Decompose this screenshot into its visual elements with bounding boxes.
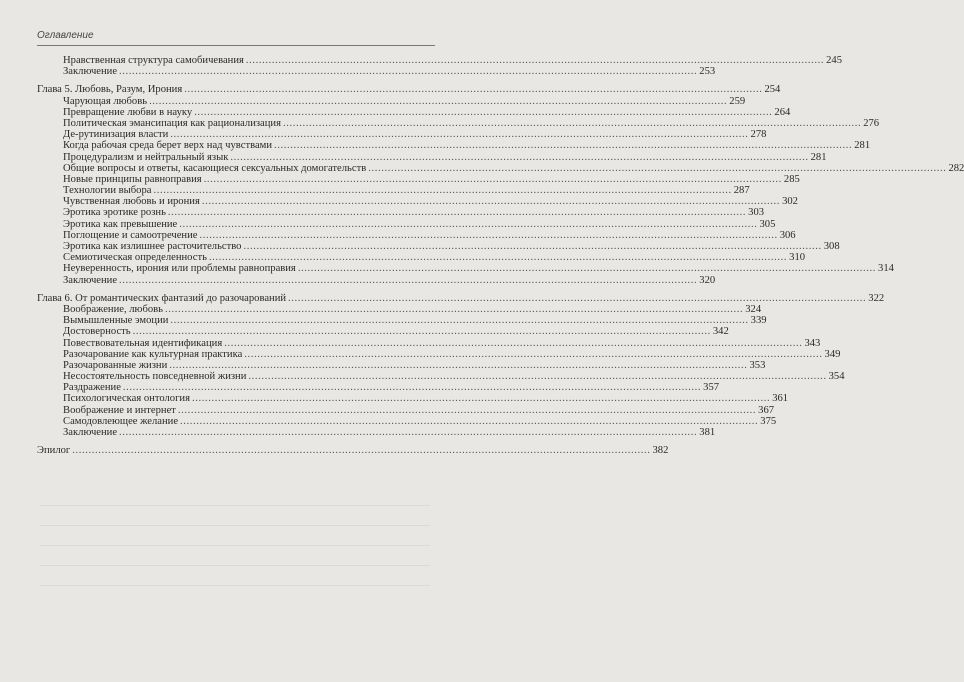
toc-dot-leader [153,185,731,196]
toc-section-entry [37,129,767,141]
toc-entry-title: Чарующая любовь [63,95,148,107]
toc-entry-title: Глава 5. Любовь, Разум, Ирония [37,84,183,96]
toc-page-number: 381 [699,427,716,438]
toc-section-entry [37,151,827,163]
toc-page-number: 349 [824,348,841,360]
toc-entry-title: Вымышленные эмоции [63,315,169,327]
toc-section-entry [37,252,806,264]
toc-dot-leader [192,393,770,404]
toc-page-number: 339 [750,315,767,327]
toc-page-number: 310 [789,252,806,264]
toc-entry-title: Воображение, любовь [63,303,163,315]
toc-page-number: 367 [758,404,775,416]
toc-section-entry [37,382,720,394]
toc-entry-title: Поглощение и самоотречение [63,229,198,241]
toc-entry-title: Семиотическая определенность [63,252,207,264]
toc-entry-title: Эротика как излишнее расточительство [63,241,242,252]
toc-section-entry [37,229,796,241]
toc-entry-title: Глава 6. От романтических фантазий до разочарований [37,292,287,304]
toc-page-number: 306 [779,229,796,241]
toc-entry-title: Общие вопросы и ответы, касающиеся сексуальных домогательств [63,162,367,174]
toc-dot-leader [199,230,777,241]
toc-dot-leader [230,152,808,163]
toc-page-number: 287 [733,185,750,197]
toc-entry-title: Технологии выбора [63,185,152,197]
toc-entry-title: Разочарованные жизни [63,359,168,371]
toc-dot-leader [178,405,756,416]
toc-section-entry [37,241,840,252]
toc-dot-leader [368,163,946,174]
toc-entry-title: Воображение и интернет [63,404,176,416]
toc-entry-title: Когда рабочая среда берет верх над чувствами [63,140,273,152]
toc-section-entry [37,393,789,405]
toc-dot-leader [224,338,802,349]
toc-section-entry [37,140,871,152]
show-through-line [40,525,430,526]
show-through-line [40,545,430,546]
toc-entry-title: Психологическая онтология [63,393,190,405]
toc-entry-title: Нравственная структура самобичевания [63,55,244,66]
toc-dot-leader [123,382,701,393]
toc-page-number: 302 [782,196,798,208]
toc-dot-leader [246,55,824,66]
toc-dot-leader [180,416,758,427]
toc-page-number: 382 [652,445,669,457]
toc-entry-title: Заключение [63,427,118,438]
toc-dot-leader [202,196,780,207]
toc-section-entry [37,207,765,219]
toc-section-entry [37,173,800,185]
toc-section-entry [37,106,791,118]
toc-page-number: 343 [804,337,821,349]
toc-dot-leader [165,304,743,315]
toc-section-entry [37,371,845,383]
toc-entry-title: Достоверность [63,326,131,338]
toc-entry-title: Де-рутинизация власти [63,129,169,141]
toc-entry-title: Политическая эмансипация как рационализация [63,117,281,129]
toc-entry-title: Заключение [63,274,118,286]
toc-dot-leader [179,219,757,230]
toc-page-number: 314 [878,263,894,275]
toc-entry-title: Эпилог [37,445,71,457]
toc-entry-title: Раздражение [63,382,121,394]
toc-page-number: 322 [868,292,885,304]
toc-dot-leader [204,174,782,185]
toc-chapter-entry [37,292,885,304]
toc-section-entry [37,337,821,349]
toc-dot-leader [170,129,748,140]
toc-page-number: 245 [826,55,843,66]
running-header: Оглавление [37,30,94,41]
toc-page-number: 353 [749,359,766,371]
toc-entry-title: Процедурализм и нейтральный язык [63,151,229,163]
toc-dot-leader [133,326,711,337]
toc-section-entry [37,95,746,107]
toc-section-entry [37,359,766,371]
toc-page-number: 254 [764,84,781,96]
toc-section-entry [37,404,775,416]
toc-page-number: 320 [699,274,716,286]
toc-dot-leader [119,66,697,77]
toc-page-number: 264 [774,106,791,118]
toc-chapter-entry [37,445,669,457]
toc-dot-leader [72,445,650,456]
toc-page-number: 276 [863,117,880,129]
toc-page-number: 281 [810,151,827,163]
table-of-contents [37,55,964,457]
toc-dot-leader [288,293,866,304]
toc-page-number: 375 [760,415,777,427]
toc-entry-title: Превращение любви в науку [63,106,193,118]
toc-section-entry [37,326,729,338]
toc-dot-leader [274,140,852,151]
toc-section-entry [37,196,798,208]
toc-page-number: 303 [748,207,765,219]
toc-section-entry [37,415,777,427]
toc-page-number: 281 [854,140,871,152]
toc-section-entry [37,117,880,129]
toc-entry-title: Несостоятельность повседневной жизни [63,371,247,383]
toc-section-entry [37,303,762,315]
toc-page-number: 253 [699,66,716,78]
toc-dot-leader [168,207,746,218]
show-through-line [40,585,430,586]
toc-dot-leader [298,263,876,274]
toc-dot-leader [243,241,821,252]
toc-section-entry [37,185,750,197]
toc-section-entry [37,263,894,275]
toc-page-number: 361 [772,393,789,405]
toc-page-number: 305 [759,218,776,230]
toc-dot-leader [194,107,772,118]
toc-entry-title: Разочарование как культурная практика [63,348,243,360]
toc-section-entry [37,218,776,230]
toc-dot-leader [283,118,861,129]
toc-entry-title: Чувственная любовь и ирония [63,196,200,208]
toc-page-number: 324 [745,303,762,315]
toc-section-entry [37,55,843,66]
toc-page-number: 342 [712,326,729,338]
toc-dot-leader [244,349,822,360]
toc-dot-leader [170,315,748,326]
toc-page-number: 308 [823,241,840,252]
toc-page-number: 259 [729,95,746,107]
toc-section-entry [37,274,716,286]
toc-dot-leader [119,275,697,286]
toc-dot-leader [149,96,727,107]
toc-page-number: 285 [783,173,800,185]
toc-chapter-entry [37,84,781,96]
show-through-line [40,505,430,506]
toc-dot-leader [169,360,747,371]
toc-entry-title: Эротика эротике рознь [63,207,166,219]
toc-dot-leader [209,252,787,263]
toc-entry-title: Неуверенность, ирония или проблемы равноправия [63,263,296,275]
toc-entry-title: Повествовательная идентификация [63,337,223,349]
toc-entry-title: Заключение [63,66,118,78]
toc-section-entry [37,162,964,174]
toc-entry-title: Новые принципы равноправия [63,173,202,185]
toc-dot-leader [184,84,762,95]
toc-page-number: 278 [750,129,767,141]
toc-section-entry [37,66,716,78]
toc-section-entry [37,348,841,360]
header-rule [37,45,435,46]
show-through-line [40,565,430,566]
toc-section-entry [37,427,716,438]
toc-dot-leader [248,371,826,382]
toc-entry-title: Эротика как превышение [63,218,178,230]
toc-page-number: 357 [703,382,720,394]
toc-page-number: 354 [828,371,845,383]
toc-section-entry [37,315,767,327]
toc-page-number: 282 [948,162,964,174]
toc-dot-leader [119,427,697,438]
toc-entry-title: Самодовлеющее желание [63,415,179,427]
